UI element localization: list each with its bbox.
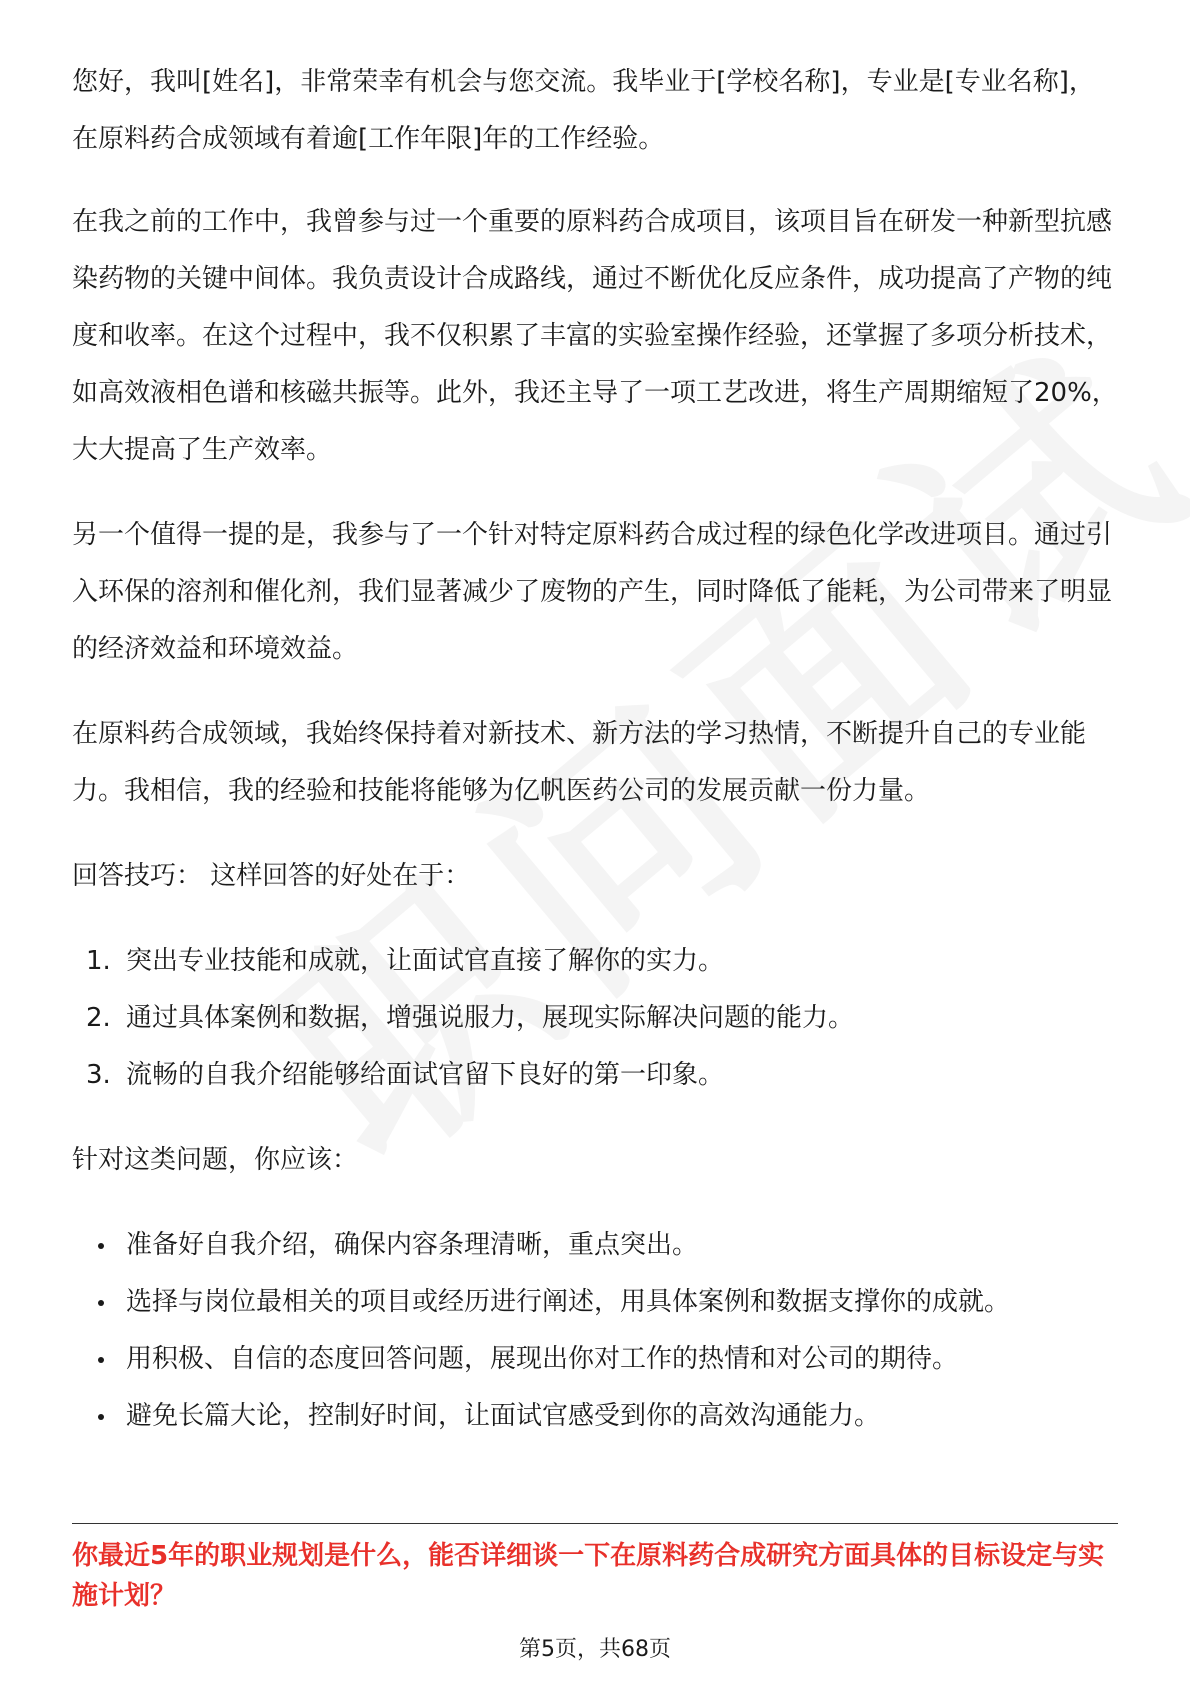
list-item [72, 933, 1118, 990]
list-number: 3. [86, 1060, 111, 1090]
list-text: 通过具体案例和数据，增强说服力，展现实际解决问题的能力。 [126, 1003, 855, 1033]
main-content [72, 54, 1118, 1445]
list-text: 突出专业技能和成就，让面试官直接了解你的实力。 [126, 946, 725, 976]
advice-heading: 针对这类问题，你应该： [72, 1145, 359, 1175]
paragraph-closing: 在原料药合成领域，我始终保持着对新技术、新方法的学习热情，不断提升自己的专业能力。我相信，我的经验和技能将能够为亿帆医药公司的发展贡献一份力量。 [72, 719, 1087, 806]
section-divider [72, 1523, 1118, 1524]
advice-list [72, 1217, 1118, 1445]
paragraph-project-experience: 在我之前的工作中，我曾参与过一个重要的原料药合成项目，该项目旨在研发一种新型抗感染药物的关键中间体。我负责设计合成路线，通过不断优化反应条件，成功提高了产物的纯度和收率。在这个过程中，我不仅积累了丰富的实验室操作经验，还掌握了多项分析技术，如高效液相色谱和核磁共振等。此外，我还主导了一项工艺改进，将生产周期缩短了20%，大大提高了生产效率。 [72, 207, 1118, 465]
paragraph-green-chemistry: 另一个值得一提的是，我参与了一个针对特定原料药合成过程的绿色化学改进项目。通过引入环保的溶剂和催化剂，我们显著减少了废物的产生，同时降低了能耗，为公司带来了明显的经济效益和环境效益。 [72, 520, 1113, 664]
list-item: 准备好自我介绍，确保内容条理清晰，重点突出。 [72, 1217, 1118, 1274]
list-text: 流畅的自我介绍能够给面试官留下良好的第一印象。 [126, 1060, 725, 1090]
page-footer: 第5页，共68页 [519, 1637, 671, 1662]
list-item: 用积极、自信的态度回答问题，展现出你对工作的热情和对公司的期待。 [72, 1331, 1118, 1388]
list-item: 选择与岗位最相关的项目或经历进行阐述，用具体案例和数据支撑你的成就。 [72, 1274, 1118, 1331]
tips-heading: 回答技巧： 这样回答的好处在于： [72, 861, 471, 891]
next-question: 你最近5年的职业规划是什么，能否详细谈一下在原料药合成研究方面具体的目标设定与实施计划？ [72, 1541, 1105, 1611]
list-item [72, 1047, 1118, 1104]
list-number: 2. [86, 1003, 111, 1033]
list-item: 避免长篇大论，控制好时间，让面试官感受到你的高效沟通能力。 [72, 1388, 1118, 1445]
list-item [72, 990, 1118, 1047]
tips-list [72, 933, 1118, 1104]
paragraph-intro: 您好，我叫[姓名]，非常荣幸有机会与您交流。我毕业于[学校名称]，专业是[专业名称]，在原料药合成领域有着逾[工作年限]年的工作经验。 [72, 67, 1095, 154]
list-number: 1. [86, 946, 111, 976]
